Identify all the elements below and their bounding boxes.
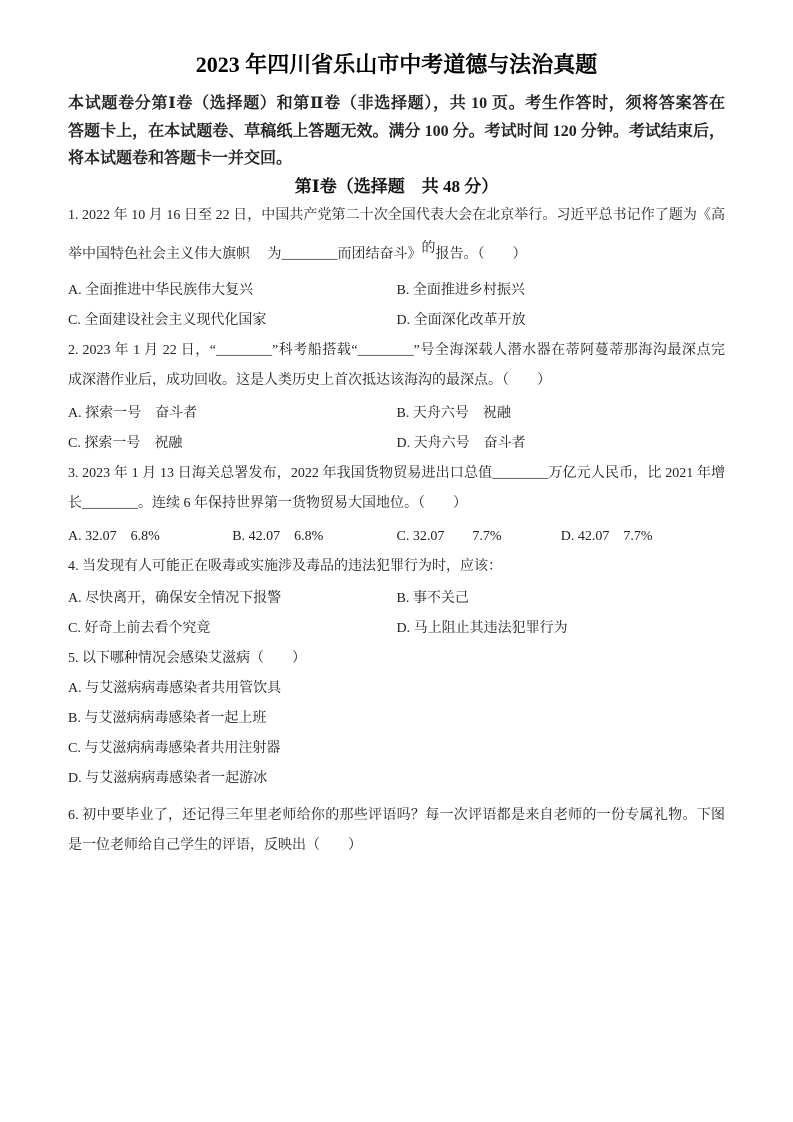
question-1-options-row-1: [68, 276, 725, 306]
question-2-option-b: B. 天舟六号 祝融: [396, 405, 511, 421]
question-4-options-row-1: [68, 584, 725, 614]
question-4-options-row-2: [68, 614, 725, 644]
question-5: [68, 644, 725, 794]
question-4-option-c: C. 好奇上前去看个究竟: [68, 620, 211, 636]
question-2-options-row-2: [68, 429, 725, 459]
section-1-heading: 第Ⅰ卷（选择题 共 48 分）: [294, 176, 499, 196]
question-2-stem-line-1: 2. 2023 年 1 月 22 日，“________”科考船搭载“________”号全海深载人潜水器在蒂阿蔓蒂那海沟最深点完: [68, 342, 725, 358]
question-3-option-a: A. 32.07 6.8%: [68, 528, 160, 544]
question-1-option-b: B. 全面推进乡村振兴: [396, 282, 525, 298]
question-4-stem: 4. 当发现有人可能正在吸毒或实施涉及毒品的违法犯罪行为时，应该：: [68, 558, 502, 574]
question-1-stem-line-2-pre: 举中国特色社会主义伟大旗帜 为________而团结奋斗》: [68, 246, 422, 262]
question-2-stem-line-2: 成深潜作业后，成功回收。这是人类历史上首次抵达该海沟的最深点。（ ）: [68, 372, 551, 388]
question-1-stem-line-2-post: 报告。（ ）: [435, 246, 527, 262]
question-1: [68, 201, 725, 336]
question-1-option-a: A. 全面推进中华民族伟大复兴: [68, 282, 254, 298]
instructions-line-3: 将本试题卷和答题卡一并交回。: [68, 150, 293, 167]
question-4: [68, 552, 725, 644]
question-1-options-row-2: [68, 306, 725, 336]
question-4-option-d: D. 马上阻止其违法犯罪行为: [396, 620, 568, 636]
question-6: [68, 801, 725, 861]
question-4-option-a: A. 尽快离开，确保安全情况下报警: [68, 590, 282, 606]
question-6-stem-line-1: 6. 初中要毕业了，还记得三年里老师给你的那些评语吗？每一次评语都是来自老师的一份专属礼物。下图: [68, 807, 725, 823]
question-3-option-d: D. 42.07 7.7%: [560, 528, 653, 544]
question-2-option-a: A. 探索一号 奋斗者: [68, 405, 198, 421]
exam-instructions: [68, 90, 725, 173]
question-2: [68, 336, 725, 459]
question-3: [68, 459, 725, 552]
question-2-options-row-1: [68, 399, 725, 429]
question-2-option-d: D. 天舟六号 奋斗者: [396, 435, 526, 451]
instructions-line-1: 本试题卷分第Ⅰ卷（选择题）和第Ⅱ卷（非选择题），共 10 页。考生作答时，须将答案答在: [68, 95, 725, 112]
question-5-option-c: C. 与艾滋病病毒感染者共用注射器: [68, 740, 281, 756]
question-1-option-d: D. 全面深化改革开放: [396, 312, 526, 328]
question-1-option-c: C. 全面建设社会主义现代化国家: [68, 312, 267, 328]
question-5-option-a: A. 与艾滋病病毒感染者共用管饮具: [68, 680, 282, 696]
question-3-options-row: [68, 522, 725, 552]
question-1-stem-line-2: [68, 240, 725, 270]
question-4-option-b: B. 事不关己: [396, 590, 469, 606]
question-1-stem-line-1: 1. 2022 年 10 月 16 日至 22 日，中国共产党第二十次全国代表大会在北京举行。习近平总书记作了题为《高: [68, 207, 725, 223]
question-1-stem-raised-char: 的: [421, 240, 436, 256]
page-title: 2023 年四川省乐山市中考道德与法治真题: [195, 52, 598, 77]
question-3-option-c: C. 32.07 7.7%: [396, 528, 502, 544]
question-3-stem-line-1: 3. 2023 年 1 月 13 日海关总署发布，2022 年我国货物贸易进出口总值________万亿元人民币，比 2021 年增: [68, 465, 725, 481]
question-2-option-c: C. 探索一号 祝融: [68, 435, 183, 451]
question-6-stem-line-2: 是一位老师给自己学生的评语，反映出（ ）: [68, 837, 362, 853]
question-3-option-b: B. 42.07 6.8%: [232, 528, 324, 544]
question-5-option-b: B. 与艾滋病病毒感染者一起上班: [68, 710, 267, 726]
question-5-option-d: D. 与艾滋病病毒感染者一起游冰: [68, 770, 268, 786]
instructions-line-2: 答题卡上，在本试题卷、草稿纸上答题无效。满分 100 分。考试时间 120 分钟。考试结束后，: [68, 122, 725, 140]
question-3-stem-line-2: 长________。连续 6 年保持世界第一货物贸易大国地位。（ ）: [68, 495, 467, 511]
question-5-stem: 5. 以下哪种情况会感染艾滋病（ ）: [68, 650, 306, 666]
